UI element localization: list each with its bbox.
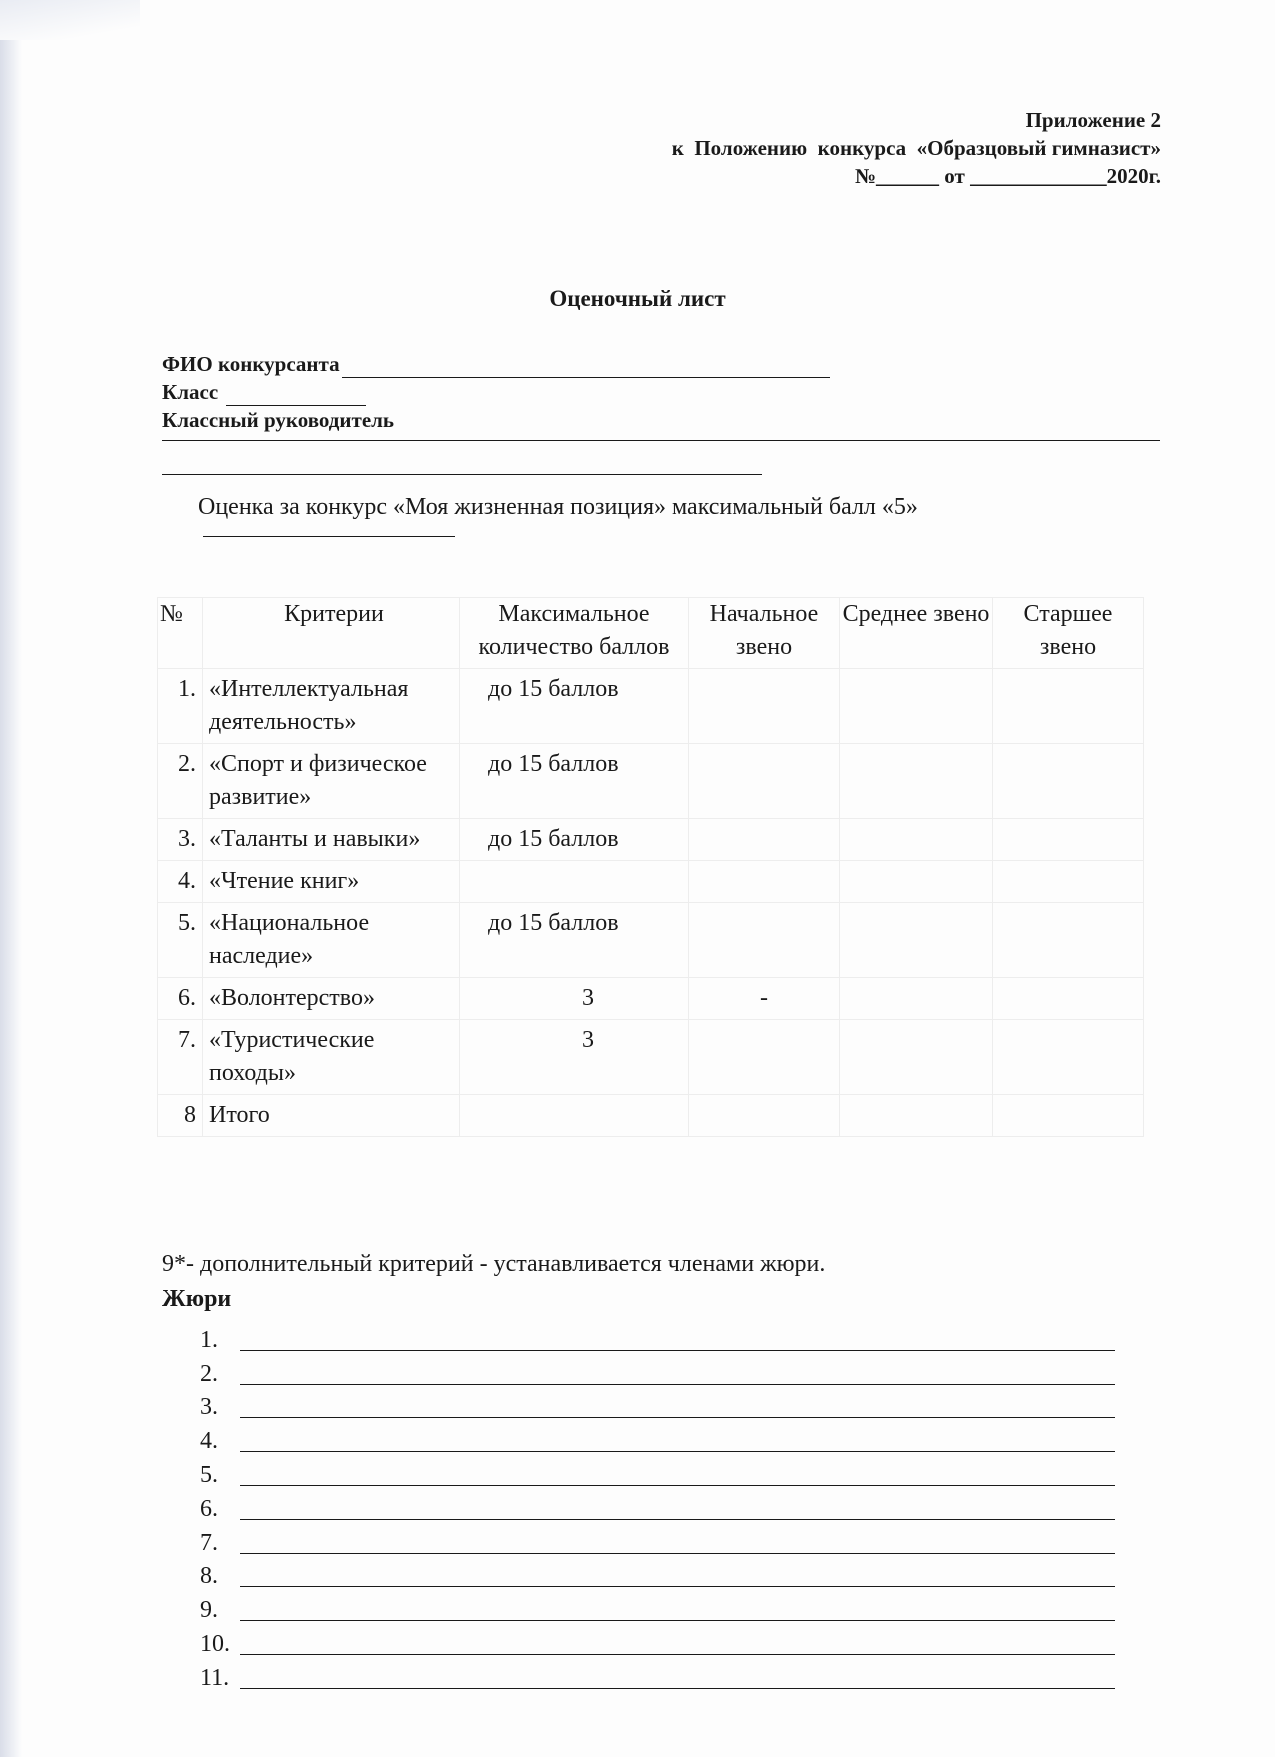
jury-member-name-field[interactable] bbox=[240, 1393, 1115, 1418]
jury-member-row bbox=[200, 1557, 1115, 1591]
row-middle-score[interactable] bbox=[840, 1095, 993, 1137]
jury-member-number: 4. bbox=[200, 1428, 218, 1455]
table-header-row bbox=[158, 598, 1144, 669]
teacher-label: Классный руководитель bbox=[162, 408, 395, 432]
row-max-score bbox=[460, 861, 689, 903]
row-criterion: «Туристические походы» bbox=[203, 1020, 460, 1095]
row-number: 7. bbox=[158, 1020, 203, 1095]
jury-member-row bbox=[200, 1455, 1115, 1489]
header-number: № bbox=[158, 598, 203, 669]
contest-score-label: Оценка за конкурс «Моя жизненная позиция» максимальный балл «5» bbox=[198, 494, 918, 520]
appendix-number: Приложение 2 bbox=[1025, 108, 1161, 132]
jury-member-row bbox=[200, 1658, 1115, 1692]
jury-member-number: 6. bbox=[200, 1495, 218, 1522]
jury-member-number: 8. bbox=[200, 1563, 218, 1590]
fio-label: ФИО конкурсанта bbox=[162, 352, 340, 376]
row-senior-score[interactable] bbox=[993, 1095, 1144, 1137]
jury-member-name-field[interactable] bbox=[240, 1562, 1115, 1587]
row-criterion: «Национальное наследие» bbox=[203, 903, 460, 978]
jury-member-row bbox=[200, 1320, 1115, 1354]
header-criteria: Критерии bbox=[203, 598, 460, 669]
row-criterion: «Спорт и физическое развитие» bbox=[203, 744, 460, 819]
jury-member-number: 1. bbox=[200, 1326, 218, 1353]
row-primary-score[interactable] bbox=[689, 744, 840, 819]
row-max-score: до 15 баллов bbox=[460, 744, 689, 819]
jury-member-row bbox=[200, 1421, 1115, 1455]
table-row bbox=[158, 1095, 1144, 1137]
jury-member-name-field[interactable] bbox=[240, 1630, 1115, 1655]
table-row bbox=[158, 861, 1144, 903]
row-senior-score[interactable] bbox=[993, 1020, 1144, 1095]
class-field[interactable] bbox=[226, 385, 366, 406]
row-primary-score[interactable] bbox=[689, 1095, 840, 1137]
teacher-field-line-1[interactable] bbox=[162, 440, 1160, 441]
jury-member-number: 2. bbox=[200, 1360, 218, 1387]
row-senior-score[interactable] bbox=[993, 861, 1144, 903]
row-primary-score[interactable] bbox=[689, 861, 840, 903]
criteria-table bbox=[157, 597, 1144, 1137]
scan-corner-shadow bbox=[0, 0, 140, 40]
row-primary-score[interactable] bbox=[689, 903, 840, 978]
row-criterion: Итого bbox=[203, 1095, 460, 1137]
contest-score-field[interactable] bbox=[203, 536, 455, 537]
table-row bbox=[158, 978, 1144, 1020]
jury-member-name-field[interactable] bbox=[240, 1326, 1115, 1351]
jury-member-row bbox=[200, 1590, 1115, 1624]
table-row bbox=[158, 903, 1144, 978]
jury-member-row bbox=[200, 1624, 1115, 1658]
jury-member-row bbox=[200, 1354, 1115, 1388]
jury-member-row bbox=[200, 1489, 1115, 1523]
row-max-score: до 15 баллов bbox=[460, 819, 689, 861]
row-max-score: до 15 баллов bbox=[460, 903, 689, 978]
jury-list bbox=[200, 1320, 1115, 1692]
row-number: 8 bbox=[158, 1095, 203, 1137]
row-senior-score[interactable] bbox=[993, 744, 1144, 819]
jury-member-name-field[interactable] bbox=[240, 1596, 1115, 1621]
jury-member-name-field[interactable] bbox=[240, 1461, 1115, 1486]
appendix-reference: к Положению конкурса «Образцовый гимназист» bbox=[671, 136, 1161, 160]
header-max-score: Максимальное количество баллов bbox=[460, 598, 689, 669]
row-number: 6. bbox=[158, 978, 203, 1020]
row-criterion: «Интеллектуальная деятельность» bbox=[203, 669, 460, 744]
jury-member-number: 11. bbox=[200, 1664, 230, 1691]
row-max-score bbox=[460, 1095, 689, 1137]
row-senior-score[interactable] bbox=[993, 819, 1144, 861]
row-senior-score[interactable] bbox=[993, 978, 1144, 1020]
jury-member-name-field[interactable] bbox=[240, 1495, 1115, 1520]
row-max-score: 3 bbox=[460, 1020, 689, 1095]
appendix-order-number: №______ от _____________2020г. bbox=[854, 164, 1161, 188]
jury-member-number: 10. bbox=[200, 1630, 230, 1657]
jury-member-name-field[interactable] bbox=[240, 1529, 1115, 1554]
row-middle-score[interactable] bbox=[840, 819, 993, 861]
row-criterion: «Чтение книг» bbox=[203, 861, 460, 903]
row-max-score: до 15 баллов bbox=[460, 669, 689, 744]
row-primary-score[interactable] bbox=[689, 819, 840, 861]
jury-member-number: 5. bbox=[200, 1461, 218, 1488]
teacher-field-line-2[interactable] bbox=[162, 474, 762, 475]
fio-field[interactable] bbox=[342, 357, 830, 378]
contestant-info bbox=[162, 350, 830, 434]
row-number: 3. bbox=[158, 819, 203, 861]
row-number: 2. bbox=[158, 744, 203, 819]
scan-edge-shadow bbox=[0, 0, 22, 1757]
row-number: 4. bbox=[158, 861, 203, 903]
table-row bbox=[158, 669, 1144, 744]
row-senior-score[interactable] bbox=[993, 669, 1144, 744]
row-primary-score[interactable] bbox=[689, 669, 840, 744]
header-senior-level: Старшее звено bbox=[993, 598, 1144, 669]
jury-member-number: 7. bbox=[200, 1529, 218, 1556]
row-senior-score[interactable] bbox=[993, 903, 1144, 978]
additional-criterion-note: 9*- дополнительный критерий - устанавливается членами жюри. bbox=[162, 1251, 826, 1277]
header-middle-level: Среднее звено bbox=[840, 598, 993, 669]
jury-member-name-field[interactable] bbox=[240, 1360, 1115, 1385]
jury-member-name-field[interactable] bbox=[240, 1427, 1115, 1452]
table-row bbox=[158, 819, 1144, 861]
jury-member-row bbox=[200, 1388, 1115, 1422]
row-primary-score[interactable] bbox=[689, 1020, 840, 1095]
table-row bbox=[158, 744, 1144, 819]
jury-member-name-field[interactable] bbox=[240, 1664, 1115, 1689]
class-label: Класс bbox=[162, 380, 219, 404]
row-number: 5. bbox=[158, 903, 203, 978]
row-criterion: «Волонтерство» bbox=[203, 978, 460, 1020]
jury-title: Жюри bbox=[162, 1286, 232, 1312]
header-primary-level: Начальное звено bbox=[689, 598, 840, 669]
page-title: Оценочный лист bbox=[549, 286, 726, 311]
row-middle-score[interactable] bbox=[840, 669, 993, 744]
row-primary-score[interactable]: - bbox=[689, 978, 840, 1020]
jury-member-number: 3. bbox=[200, 1394, 218, 1421]
jury-member-row bbox=[200, 1523, 1115, 1557]
row-middle-score[interactable] bbox=[840, 1020, 993, 1095]
row-middle-score[interactable] bbox=[840, 744, 993, 819]
jury-member-number: 9. bbox=[200, 1597, 218, 1624]
row-max-score: 3 bbox=[460, 978, 689, 1020]
row-middle-score[interactable] bbox=[840, 978, 993, 1020]
row-criterion: «Таланты и навыки» bbox=[203, 819, 460, 861]
row-middle-score[interactable] bbox=[840, 861, 993, 903]
row-middle-score[interactable] bbox=[840, 903, 993, 978]
row-number: 1. bbox=[158, 669, 203, 744]
table-row bbox=[158, 1020, 1144, 1095]
appendix-header bbox=[672, 106, 1161, 190]
